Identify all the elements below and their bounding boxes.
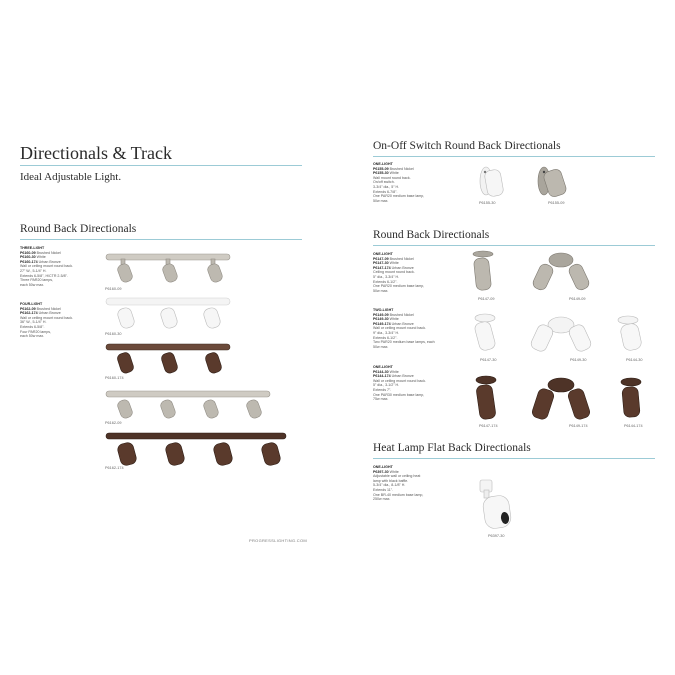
spec-line: 3-3/4" dia., 5" H. [373, 184, 400, 189]
caption: P6160-09 [105, 287, 122, 291]
fixture-image-p6160-30 [104, 296, 232, 332]
spec-line: 5" dia., 3-1/2" H. [373, 383, 400, 388]
caption: P6147-09 [478, 297, 495, 301]
section-rule [20, 239, 302, 240]
spec-line: P6147-174 Urban Bronze [373, 265, 414, 270]
spec-label: FOUR-LIGHT [20, 302, 43, 306]
spec-line: P6147-30 White [373, 261, 399, 266]
spec-line: each 50w max. [20, 334, 45, 339]
spec-line: P6160-174 Urban Bronze [20, 259, 61, 264]
spec-line: P6160-30 White [20, 255, 46, 260]
spec-line: each 50w max. [20, 282, 45, 287]
spec-line: Extends 6-5/8", H/CTR 2-5/8". [20, 273, 68, 278]
caption: P6397-30 [488, 534, 505, 538]
spec-three-light [20, 246, 73, 287]
spec-heat-lamp [373, 465, 423, 502]
fixture-image-p6397-30 [474, 478, 518, 532]
spec-line: On/off switch. [373, 180, 395, 185]
spec-line: Extends 11". [373, 487, 393, 492]
spec-label: ONE-LIGHT [373, 465, 393, 469]
section-title-round-back-right: Round Back Directionals [373, 229, 490, 241]
spec-line: Extends 6-7/8". [373, 189, 398, 194]
caption: P6144-174 [624, 424, 643, 428]
section-title-onoff: On-Off Switch Round Back Directionals [373, 140, 561, 152]
fixture-image-p6147-30 [470, 313, 500, 355]
spec-round-two-light [373, 308, 435, 349]
spec-line: Wall or ceiling mount round back. [373, 326, 426, 331]
fixture-image-p6155-30 [476, 162, 506, 200]
page-title: Directionals & Track [20, 143, 172, 163]
spec-line: One PAR20 medium base lamp, [373, 284, 425, 289]
fixture-image-p6149-174 [528, 375, 594, 423]
fixture-image-p6149-30 [528, 313, 594, 355]
spec-line: Four PAR20 lamps, [20, 329, 52, 334]
spec-line: Wall mount round back. [373, 175, 411, 180]
spec-label: ONE-LIGHT [373, 162, 393, 166]
section-rule [373, 245, 655, 246]
caption: P6149-09 [569, 297, 586, 301]
spec-line: P6144-174 Urban Bronze [373, 374, 414, 379]
spec-line: One PAR30 medium base lamp, [373, 392, 425, 397]
fixture-image-p6147-174 [470, 375, 502, 423]
spec-label: ONE-LIGHT [373, 365, 393, 369]
spec-line: P6160-09 Brushed Nickel [20, 250, 61, 255]
spec-line: 9" dia., 3-3/4" H. [373, 330, 400, 335]
spec-line: 50w max. [373, 344, 389, 349]
fixture-image-p6162-174 [104, 431, 288, 471]
spec-line: Two PAR20 medium base lamps, each [373, 340, 435, 345]
spec-round-one-light-par30 [373, 365, 426, 402]
spec-line: P6149-174 Urban Bronze [373, 321, 414, 326]
spec-line: Wall or ceiling mount round back. [20, 315, 73, 320]
spec-line: One PAR20 medium base lamp, [373, 194, 425, 199]
section-rule [373, 458, 655, 459]
spec-line: Extends 7". [373, 387, 392, 392]
spec-label: TWO-LIGHT [373, 308, 394, 312]
fixture-image-p6144-174 [616, 377, 646, 421]
spec-line: P6162-09 Brushed Nickel [20, 306, 61, 311]
spec-line: P6147-09 Brushed Nickel [373, 256, 414, 261]
fixture-image-p6155-09 [536, 162, 572, 200]
spec-line: P6149-30 White [373, 317, 399, 322]
spec-line: P6155-09 Brushed Nickel [373, 166, 414, 171]
spec-line: P6144-30 White [373, 369, 399, 374]
spec-line: 5" dia., 3-3/4" H. [373, 274, 400, 279]
spec-line: 75w max. [373, 397, 389, 402]
fixture-image-p6149-09 [530, 250, 592, 294]
fixture-image-p6147-09 [468, 250, 498, 294]
caption: P6160-30 [105, 332, 122, 336]
section-title-heat-lamp: Heat Lamp Flat Back Directionals [373, 442, 531, 454]
spec-four-light [20, 302, 73, 339]
spec-line: 50w max. [373, 198, 389, 203]
caption: P6162-09 [105, 421, 122, 425]
spec-line: Extends 6-5/8". [20, 324, 45, 329]
spec-line: P6155-30 White [373, 171, 399, 176]
spec-line: P6397-30 White [373, 469, 399, 474]
spec-line: lamp with black baffle. [373, 478, 409, 483]
spec-line: Three PAR20 lamps, [20, 278, 54, 283]
spec-line: P6149-09 Brushed Nickel [373, 312, 414, 317]
title-rule [20, 165, 302, 166]
fixture-image-p6162-09 [104, 389, 272, 423]
caption: P6155-09 [548, 201, 565, 205]
page-subtitle: Ideal Adjustable Light. [20, 171, 122, 183]
spec-line: 5-3/4" dia., 8-1/8" H. [373, 483, 406, 488]
spec-line: One BR-40 medium base lamp, [373, 492, 424, 497]
spec-line: 50w max. [373, 288, 389, 293]
spec-line: Ceiling mount round back. [373, 270, 415, 275]
fixture-image-p6144-30 [614, 315, 646, 355]
caption: P6162-174 [105, 466, 124, 470]
caption: P6144-30 [626, 358, 643, 362]
footer-url: PROGRESSLIGHTING.COM [249, 538, 308, 543]
spec-line: P6162-174 Urban Bronze [20, 311, 61, 316]
spec-line: Extends 6-1/2". [373, 335, 398, 340]
caption: P6147-174 [479, 424, 498, 428]
caption: P6149-30 [570, 358, 587, 362]
spec-line: 36" W., 5-1/4" H. [20, 320, 47, 325]
spec-line: Wall or ceiling mount round back. [20, 264, 73, 269]
section-rule [373, 156, 655, 157]
caption: P6155-30 [479, 201, 496, 205]
spec-line: Extends 6-1/2". [373, 279, 398, 284]
spec-line: 27" W., 5-1/4" H. [20, 268, 47, 273]
spec-line: Adjustable wall or ceiling heat [373, 474, 421, 479]
spec-round-one-light [373, 252, 424, 293]
section-title-round-back: Round Back Directionals [20, 223, 137, 235]
spec-label: ONE-LIGHT [373, 252, 393, 256]
spec-label: THREE-LIGHT [20, 246, 45, 250]
caption: P6147-30 [480, 358, 497, 362]
caption: P6149-174 [569, 424, 588, 428]
caption: P6160-174 [105, 376, 124, 380]
fixture-image-p6160-174 [104, 342, 232, 378]
fixture-image-p6160-09 [104, 252, 232, 286]
spec-line: Wall or ceiling mount round back. [373, 378, 426, 383]
spec-onoff [373, 162, 424, 203]
spec-line: 250w max. [373, 497, 391, 502]
